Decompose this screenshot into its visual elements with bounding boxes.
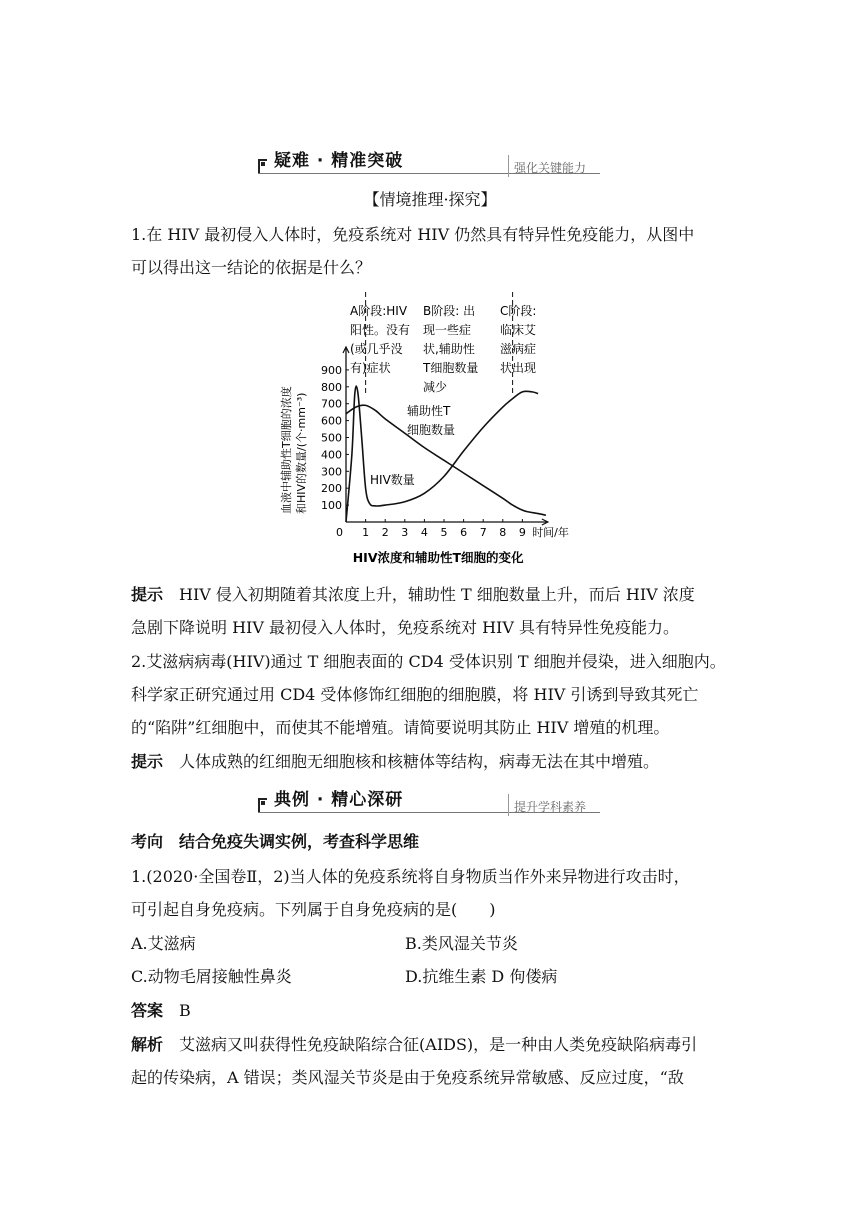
hiv-t-cell-chart bbox=[270, 290, 600, 575]
x-tick-label: 8 bbox=[499, 526, 507, 539]
stage-text: (或几乎没 bbox=[350, 342, 403, 356]
y-tick-label: 800 bbox=[321, 380, 342, 394]
origin-label: 0 bbox=[336, 526, 343, 539]
question-2-line-2: 科学家正研究通过用 CD4 受体修饰红细胞的细胞膜，将 HIV 引诱到导致其死亡 bbox=[131, 685, 699, 704]
y-tick-label: 200 bbox=[321, 482, 342, 496]
banner-mark-icon bbox=[258, 798, 267, 812]
series-label-t-cell: 细胞数量 bbox=[407, 423, 456, 437]
stage-text: B阶段: 出 bbox=[423, 304, 476, 318]
hint-label: 提示 bbox=[131, 752, 164, 771]
section-title: 典例 · 精心深研 bbox=[274, 790, 404, 810]
hint-label: 提示 bbox=[131, 585, 164, 604]
stage-text: C阶段: bbox=[500, 304, 537, 318]
example-1-line-2: 可引起自身免疫病。下列属于自身免疫病的是( ) bbox=[131, 900, 496, 919]
x-tick-label: 6 bbox=[460, 526, 468, 539]
option-d: D.抗维生素 D 佝偻病 bbox=[405, 967, 558, 986]
x-tick-label: 1 bbox=[362, 526, 370, 539]
y-tick-label: 500 bbox=[321, 431, 342, 445]
topic-text: 结合免疫失调实例，考查科学思维 bbox=[179, 832, 420, 851]
x-tick-label: 7 bbox=[479, 526, 487, 539]
x-tick-label: 3 bbox=[401, 526, 409, 539]
series-label-t-cell: 辅助性T bbox=[407, 404, 451, 418]
section-subtitle: 强化关键能力 bbox=[513, 161, 586, 175]
y-tick-label: 600 bbox=[321, 414, 342, 428]
stage-text: 减少 bbox=[423, 380, 448, 394]
question-1-line-2: 可以得出这一结论的依据是什么？ bbox=[131, 258, 372, 277]
section-subtitle: 提升学科素养 bbox=[513, 800, 586, 814]
y-tick-label: 900 bbox=[321, 363, 342, 377]
y-tick-label: 700 bbox=[321, 397, 342, 411]
x-tick-label: 9 bbox=[518, 526, 526, 539]
stage-text: 有)症状 bbox=[350, 361, 391, 375]
stage-text: 现一些症 bbox=[423, 323, 472, 337]
answer-text: B bbox=[179, 1001, 191, 1020]
analysis-label: 解析 bbox=[131, 1035, 164, 1054]
topic-label: 考向 bbox=[131, 832, 164, 851]
section-banner-difficulty bbox=[258, 147, 600, 174]
stage-text: A阶段:HIV bbox=[350, 304, 408, 318]
question-2-line-3: 的“陷阱”红细胞中，而使其不能增殖。请简要说明其防止 HIV 增殖的机理。 bbox=[131, 718, 670, 737]
analysis-line-2: 起的传染病，A 错误；类风湿关节炎是由于免疫系统异常敏感、反应过度，“敌 bbox=[131, 1068, 684, 1087]
y-tick-label: 300 bbox=[321, 465, 342, 479]
stage-text: 滋病症 bbox=[500, 342, 537, 356]
example-1-line-1: 1.(2020·全国卷Ⅱ，2)当人体的免疫系统将自身物质当作外来异物进行攻击时， bbox=[131, 867, 690, 886]
option-c: C.动物毛屑接触性鼻炎 bbox=[131, 967, 292, 986]
hint-1-line-1 bbox=[131, 584, 695, 606]
y-axis-label: 血液中辅助性T细胞的浓度 bbox=[280, 386, 293, 514]
analysis-text: 艾滋病又叫获得性免疫缺陷综合征(AIDS)，是一种由人类免疫缺陷病毒引 bbox=[179, 1035, 698, 1054]
option-b: B.类风湿关节炎 bbox=[405, 934, 518, 953]
y-axis-label: 和HIV的数量/(个·mm⁻³) bbox=[295, 392, 308, 514]
section-banner-examples bbox=[258, 786, 600, 813]
section-title: 疑难 · 精准突破 bbox=[274, 151, 404, 171]
hint-1-line-2: 急剧下降说明 HIV 最初侵入人体时，免疫系统对 HIV 具有特异性免疫能力。 bbox=[131, 618, 680, 637]
series-line-t-cell bbox=[346, 405, 546, 515]
x-tick-label: 4 bbox=[420, 526, 428, 539]
question-1-line-1: 1.在 HIV 最初侵入人体时，免疫系统对 HIV 仍然具有特异性免疫能力，从图中 bbox=[131, 225, 695, 244]
x-tick-label: 5 bbox=[440, 526, 448, 539]
banner-mark-icon bbox=[258, 159, 267, 173]
context-heading: 【情境推理·探究】 bbox=[363, 190, 497, 209]
topic-line bbox=[131, 831, 419, 853]
y-tick-label: 100 bbox=[321, 499, 342, 513]
answer-line bbox=[131, 1000, 191, 1022]
series-label-hiv: HIV数量 bbox=[370, 473, 415, 487]
hint-2-text: 人体成熟的红细胞无细胞核和核糖体等结构，病毒无法在其中增殖。 bbox=[179, 752, 660, 771]
y-tick-label: 400 bbox=[321, 448, 342, 462]
answer-label: 答案 bbox=[131, 1001, 164, 1020]
hint-2 bbox=[131, 751, 659, 773]
stage-text: T细胞数量 bbox=[423, 361, 479, 375]
x-tick-label: 2 bbox=[381, 526, 389, 539]
stage-text: 阳性。没有 bbox=[350, 323, 411, 337]
analysis-line-1 bbox=[131, 1034, 697, 1056]
hint-1-text: HIV 侵入初期随着其浓度上升，辅助性 T 细胞数量上升，而后 HIV 浓度 bbox=[179, 585, 695, 604]
option-a: A.艾滋病 bbox=[131, 934, 196, 953]
stage-text: 状出现 bbox=[500, 361, 537, 375]
x-axis-label: 时间/年 bbox=[532, 526, 569, 539]
stage-text: 状,辅助性 bbox=[423, 342, 475, 356]
chart-title: HIV浓度和辅助性T细胞的变化 bbox=[352, 550, 524, 565]
stage-text: 临床艾 bbox=[500, 323, 537, 337]
question-2-line-1: 2.艾滋病病毒(HIV)通过 T 细胞表面的 CD4 受体识别 T 细胞并侵染，进入细胞内。 bbox=[131, 652, 726, 671]
